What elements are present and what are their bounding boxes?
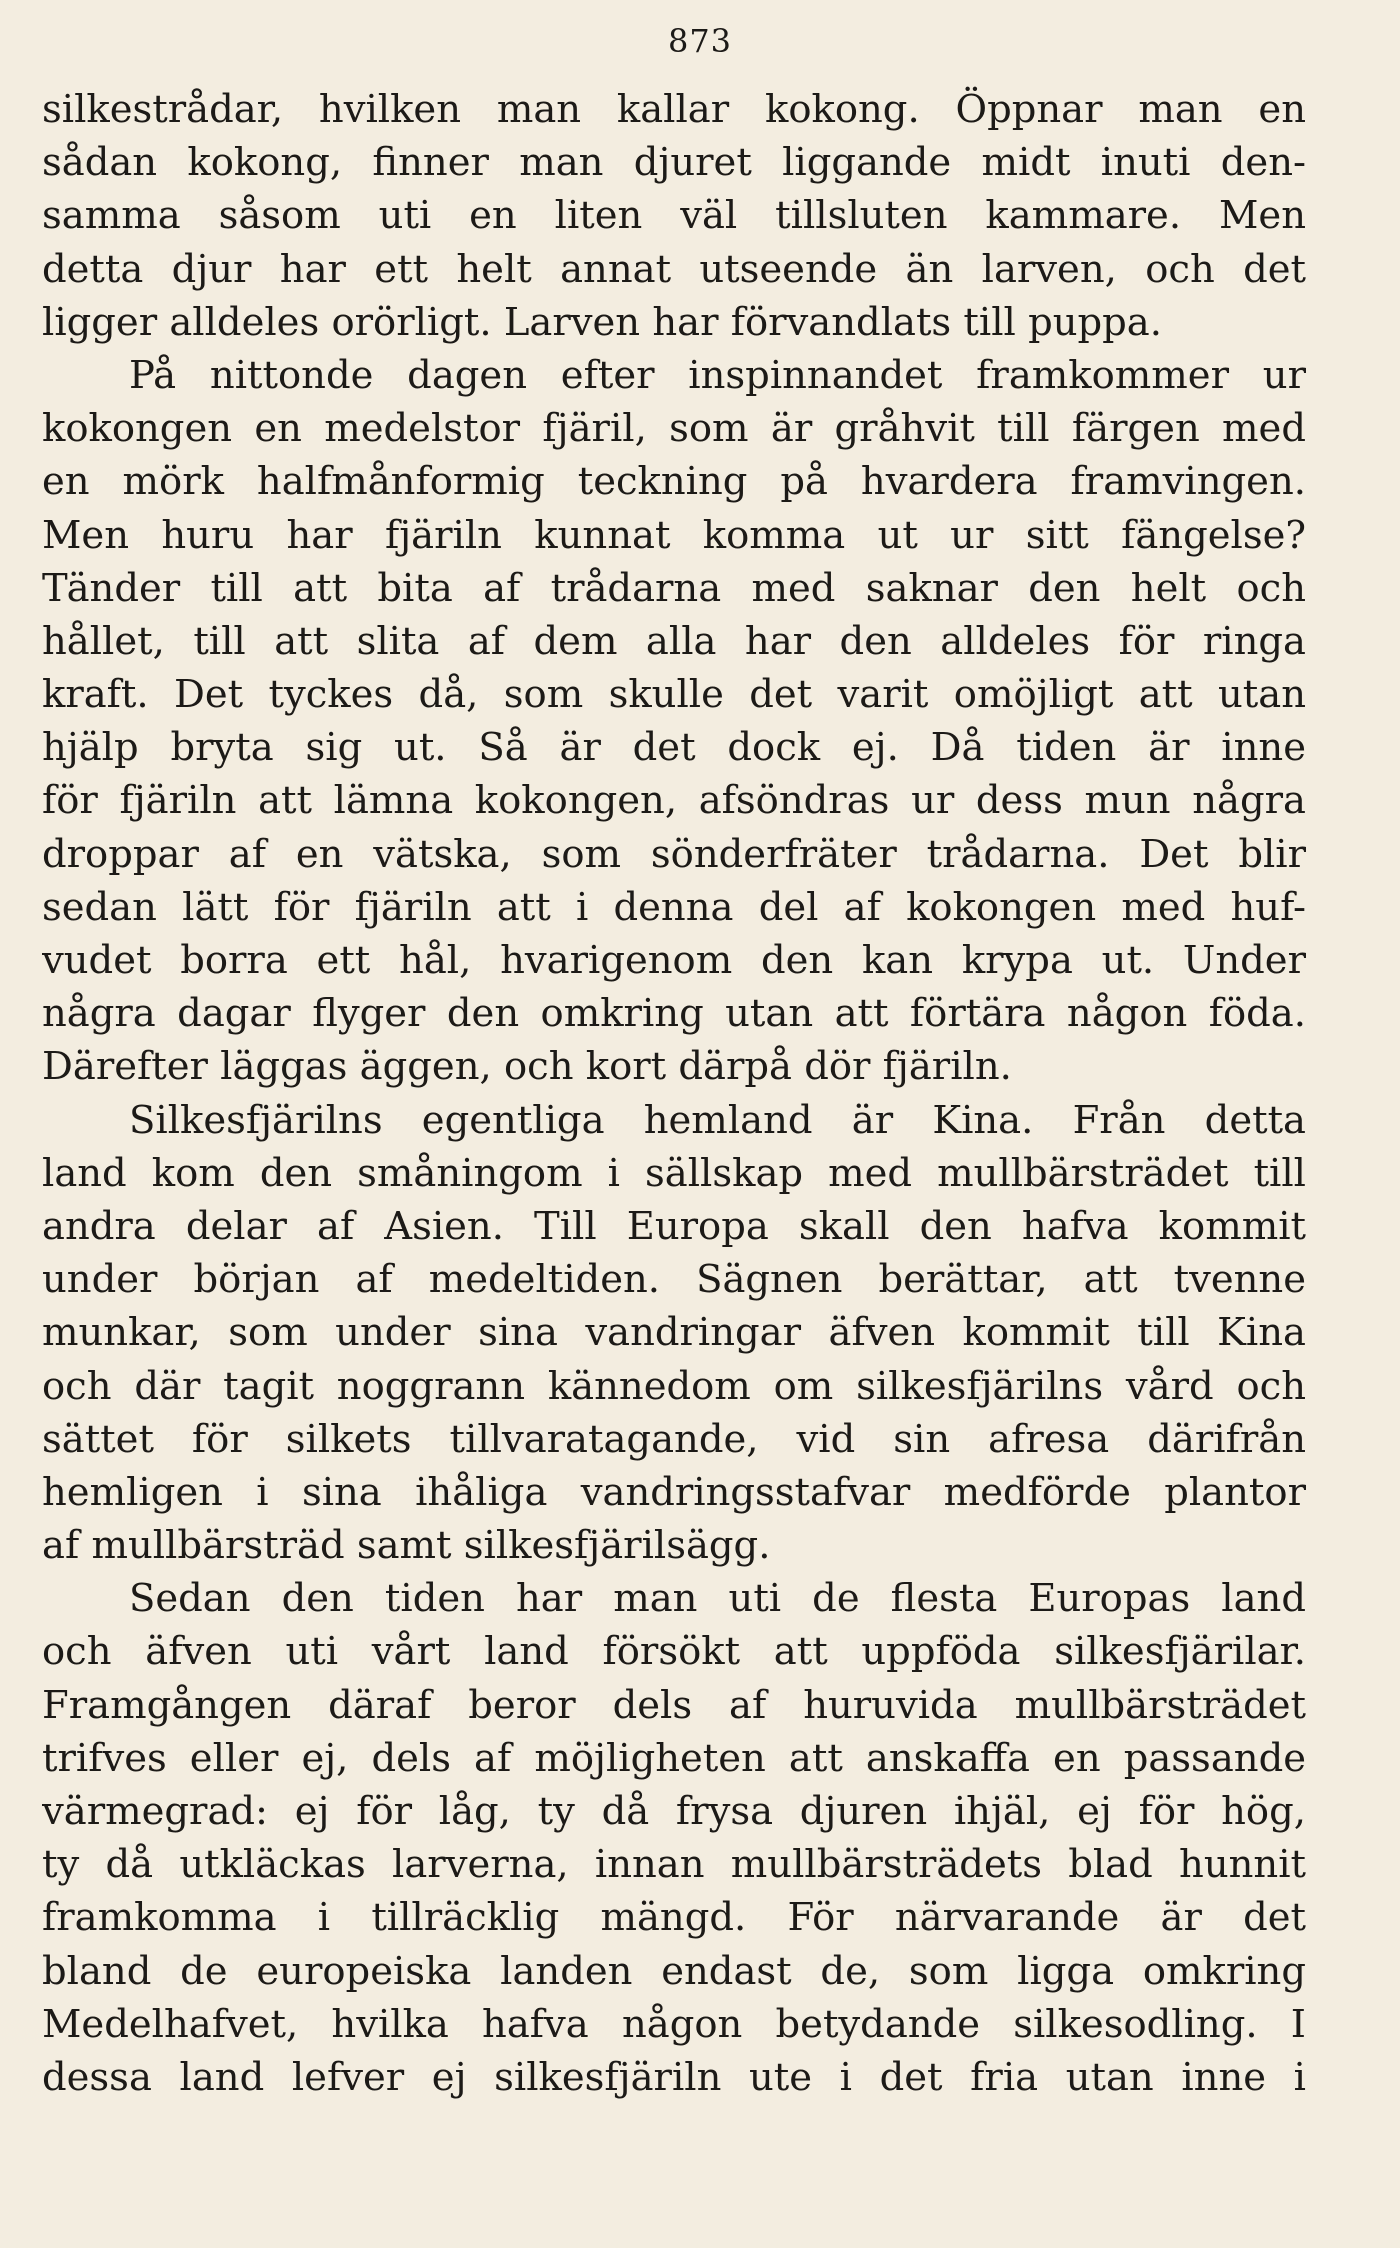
text-line: samma såsom uti en liten väl tillsluten kammare. Men: [42, 193, 1306, 239]
text-line: Men huru har fjäriln kunnat komma ut ur sitt fängelse?: [42, 512, 1306, 558]
text-line: Medelhafvet, hvilka hafva någon betydande silkesodling. I: [42, 2001, 1306, 2047]
text-line: en mörk halfmånformig teckning på hvardera framvingen.: [42, 459, 1306, 505]
text-line: sedan lätt för fjäriln att i denna del af kokongen med huf-: [42, 884, 1306, 930]
text-line: och äfven uti vårt land försökt att uppföda silkesfjärilar.: [42, 1629, 1306, 1675]
text-line: Sedan den tiden har man uti de flesta Europas land: [129, 1576, 1306, 1622]
text-line: sådan kokong, finner man djuret liggande midt inuti den-: [42, 140, 1306, 186]
text-line: hjälp bryta sig ut. Så är det dock ej. Då tiden är inne: [42, 725, 1306, 771]
text-line: kraft. Det tyckes då, som skulle det varit omöjligt att utan: [42, 672, 1306, 718]
text-line: och där tagit noggrann kännedom om silkesfjärilns vård och: [42, 1363, 1306, 1409]
text-line: Därefter läggas äggen, och kort därpå dör fjäriln.: [42, 1044, 1012, 1090]
text-line: bland de europeiska landen endast de, som ligga omkring: [42, 1948, 1306, 1994]
text-line: detta djur har ett helt annat utseende än larven, och det: [42, 246, 1306, 292]
text-line: dessa land lefver ej silkesfjäriln ute i det fria utan inne i: [42, 2054, 1306, 2100]
text-line: land kom den småningom i sällskap med mullbärsträdet till: [42, 1150, 1306, 1196]
text-line: under början af medeltiden. Sägnen berättar, att tvenne: [42, 1257, 1306, 1303]
text-line: vudet borra ett hål, hvarigenom den kan krypa ut. Under: [42, 938, 1306, 983]
text-line: för fjäriln att lämna kokongen, afsöndras ur dess mun några: [42, 778, 1306, 824]
text-line: munkar, som under sina vandringar äfven kommit till Kina: [42, 1310, 1306, 1356]
text-line: Framgången däraf beror dels af huruvida mullbärsträdet: [42, 1682, 1306, 1728]
text-line: sättet för silkets tillvaratagande, vid sin afresa därifrån: [42, 1416, 1306, 1462]
text-line: hållet, till att slita af dem alla har den alldeles för ringa: [42, 618, 1306, 664]
text-line: hemligen i sina ihåliga vandringsstafvar medförde plantor: [42, 1469, 1306, 1515]
text-line: Tänder till att bita af trådarna med saknar den helt och: [42, 565, 1306, 611]
text-line: Silkesfjärilns egentliga hemland är Kina. Från detta: [129, 1097, 1306, 1143]
text-line: af mullbärsträd samt silkesfjärilsägg.: [42, 1523, 771, 1569]
page-number: 873: [667, 22, 733, 60]
text-line: ty då utkläckas larverna, innan mullbärsträdets blad hunnit: [42, 1842, 1306, 1888]
text-line: värmegrad: ej för låg, ty då frysa djuren ihjäl, ej för hög,: [42, 1789, 1306, 1834]
text-line: droppar af en vätska, som sönderfräter trådarna. Det blir: [42, 831, 1306, 877]
text-line: kokongen en medelstor fjäril, som är gråhvit till färgen med: [42, 406, 1306, 452]
text-line: andra delar af Asien. Till Europa skall den hafva kommit: [42, 1203, 1306, 1249]
text-line: silkestrådar, hvilken man kallar kokong. Öppnar man en: [42, 87, 1306, 132]
text-line: framkomma i tillräcklig mängd. För närvarande är det: [42, 1895, 1306, 1941]
text-line: På nittonde dagen efter inspinnandet framkommer ur: [129, 352, 1306, 398]
text-line: några dagar flyger den omkring utan att förtära någon föda.: [42, 991, 1306, 1037]
text-line: ligger alldeles orörligt. Larven har förvandlats till puppa.: [42, 299, 1162, 345]
body-text: [42, 83, 1306, 2104]
text-line: trifves eller ej, dels af möjligheten att anskaffa en passande: [42, 1735, 1306, 1781]
